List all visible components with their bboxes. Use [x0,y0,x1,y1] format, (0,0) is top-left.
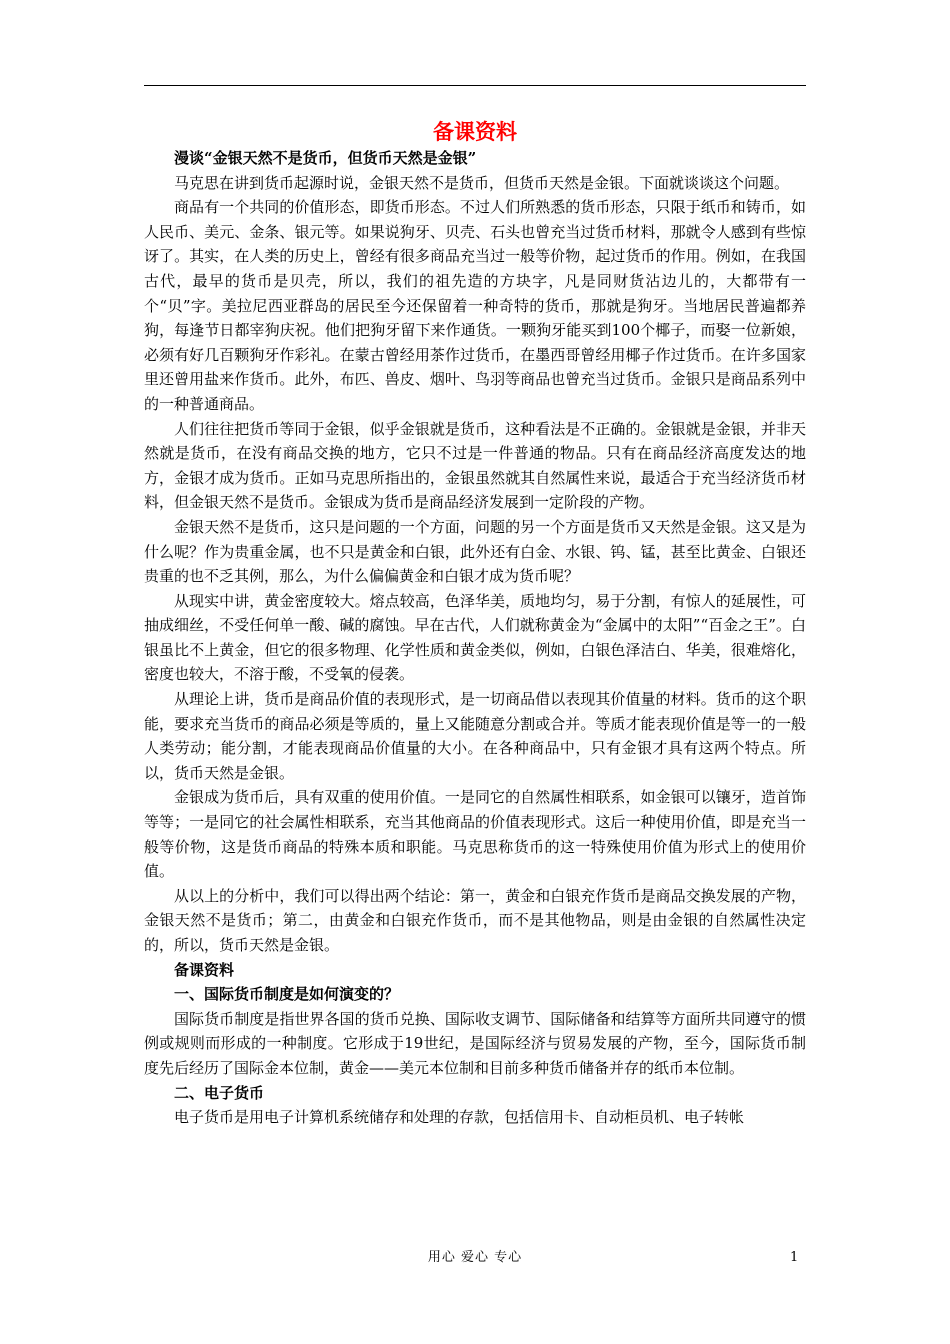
paragraph-2: 商品有一个共同的价值形态，即货币形态。不过人们所熟悉的货币形态，只限于纸币和铸币，如人民币、美元、金条、银元等。如果说狗牙、贝壳、石头也曾充当过货币材料，那就令人感到有些惊讶了。其实，在人类的历史上，曾经有很多商品充当过一般等价物，起过货币的作用。例如，在我国古代，最早的货币是贝壳，所以，我们的祖先造的方块字，凡是同财货沾边儿的，大都带有一个“贝”字。美拉尼西亚群岛的居民至今还保留着一种奇特的货币，那就是狗牙。当地居民普遍都养狗，每逢节日都宰狗庆祝。他们把狗牙留下来作通货。一颗狗牙能买到100个椰子，而娶一位新娘，必须有好几百颗狗牙作彩礼。在蒙古曾经用茶作过货币，在墨西哥曾经用椰子作过货币。在许多国家里还曾用盐来作货币。此外，布匹、兽皮、烟叶、鸟羽等商品也曾充当过货币。金银只是商品系列中的一种普通商品。 [144,198,806,413]
article-subtitle: 漫谈“金银天然不是货币，但货币天然是金银” [174,149,477,167]
paragraph-3: 人们往往把货币等同于金银，似乎金银就是货币，这种看法是不正确的。金银就是金银，并非天然就是货币，在没有商品交换的地方，它只不过是一件普通的物品。只有在商品经济高度发达的地方，金银才成为货币。正如马克思所指出的，金银虽然就其自然属性来说，最适合于充当经济货币材料，但金银天然不是货币。金银成为货币是商品经济发展到一定阶段的产物。 [144,419,806,512]
page-number: 1 [790,1250,799,1265]
footer-text: 用心 爱心 专心 [427,1250,523,1265]
subsection-1-heading: 一、国际货币制度是如何演变的？ [174,985,400,1004]
paragraph-5: 从现实中讲，黄金密度较大。熔点较高，色泽华美，质地均匀，易于分割，有惊人的延展性，可抽成细丝，不受任何单一酸、碱的腐蚀。早在古代，人们就称黄金为“金属中的太阳”“百金之王”。白银虽比不上黄金，但它的很多物理、化学性质和黄金类似，例如，白银色泽洁白、华美，很难熔化，密度也较大，不溶于酸，不受氧的侵袭。 [144,591,806,684]
paragraph-8: 从以上的分析中，我们可以得出两个结论：第一，黄金和白银充作货币是商品交换发展的产物，金银天然不是货币；第二，由黄金和白银充作货币，而不是其他物品，则是由金银的自然属性决定的，所以，货币天然是金银。 [144,886,806,954]
subsection-2-paragraph: 电子货币是用电子计算机系统储存和处理的存款，包括信用卡、自动柜员机、电子转帐 [174,1108,745,1127]
paragraph-1: 马克思在讲到货币起源时说，金银天然不是货币，但货币天然是金银。下面就谈谈这个问题。 [174,173,790,192]
header-rule [144,85,806,86]
document-title: 备课资料 [433,119,517,144]
section-heading: 备课资料 [174,960,235,979]
paragraph-4: 金银天然不是货币，这只是问题的一个方面，问题的另一个方面是货币又天然是金银。这又是为什么呢？作为贵重金属，也不只是黄金和白银，此外还有白金、水银、钨、锰，甚至比黄金、白银还贵重的也不乏其例，那么，为什么偏偏黄金和白银才成为货币呢？ [144,517,806,586]
document-body [144,118,806,1130]
subsection-1-paragraph: 国际货币制度是指世界各国的货币兑换、国际收支调节、国际储备和结算等方面所共同遵守的惯例或规则而形成的一种制度。它形成于19世纪，是国际经济与贸易发展的产物，至今，国际货币制度先后经历了国际金本位制，黄金——美元本位制和目前多种货币储备并存的纸币本位制。 [144,1009,806,1077]
paragraph-6: 从理论上讲，货币是商品价值的表现形式，是一切商品借以表现其价值量的材料。货币的这个职能，要求充当货币的商品必须是等质的，量上又能随意分割或合并。等质才能表现价值是等一的一般人类劳动；能分割，才能表现商品价值量的大小。在各种商品中，只有金银才具有这两个特点。所以，货币天然是金银。 [144,690,806,782]
paragraph-7: 金银成为货币后，具有双重的使用价值。一是同它的自然属性相联系，如金银可以镶牙，造首饰等等；一是同它的社会属性相联系，充当其他商品的价值表现形式。这后一种使用价值，即是充当一般等价物，这是货币商品的特殊本质和职能。马克思称货币的这一特殊使用价值为形式上的使用价值。 [144,788,806,881]
subsection-2-heading: 二、电子货币 [174,1083,265,1102]
